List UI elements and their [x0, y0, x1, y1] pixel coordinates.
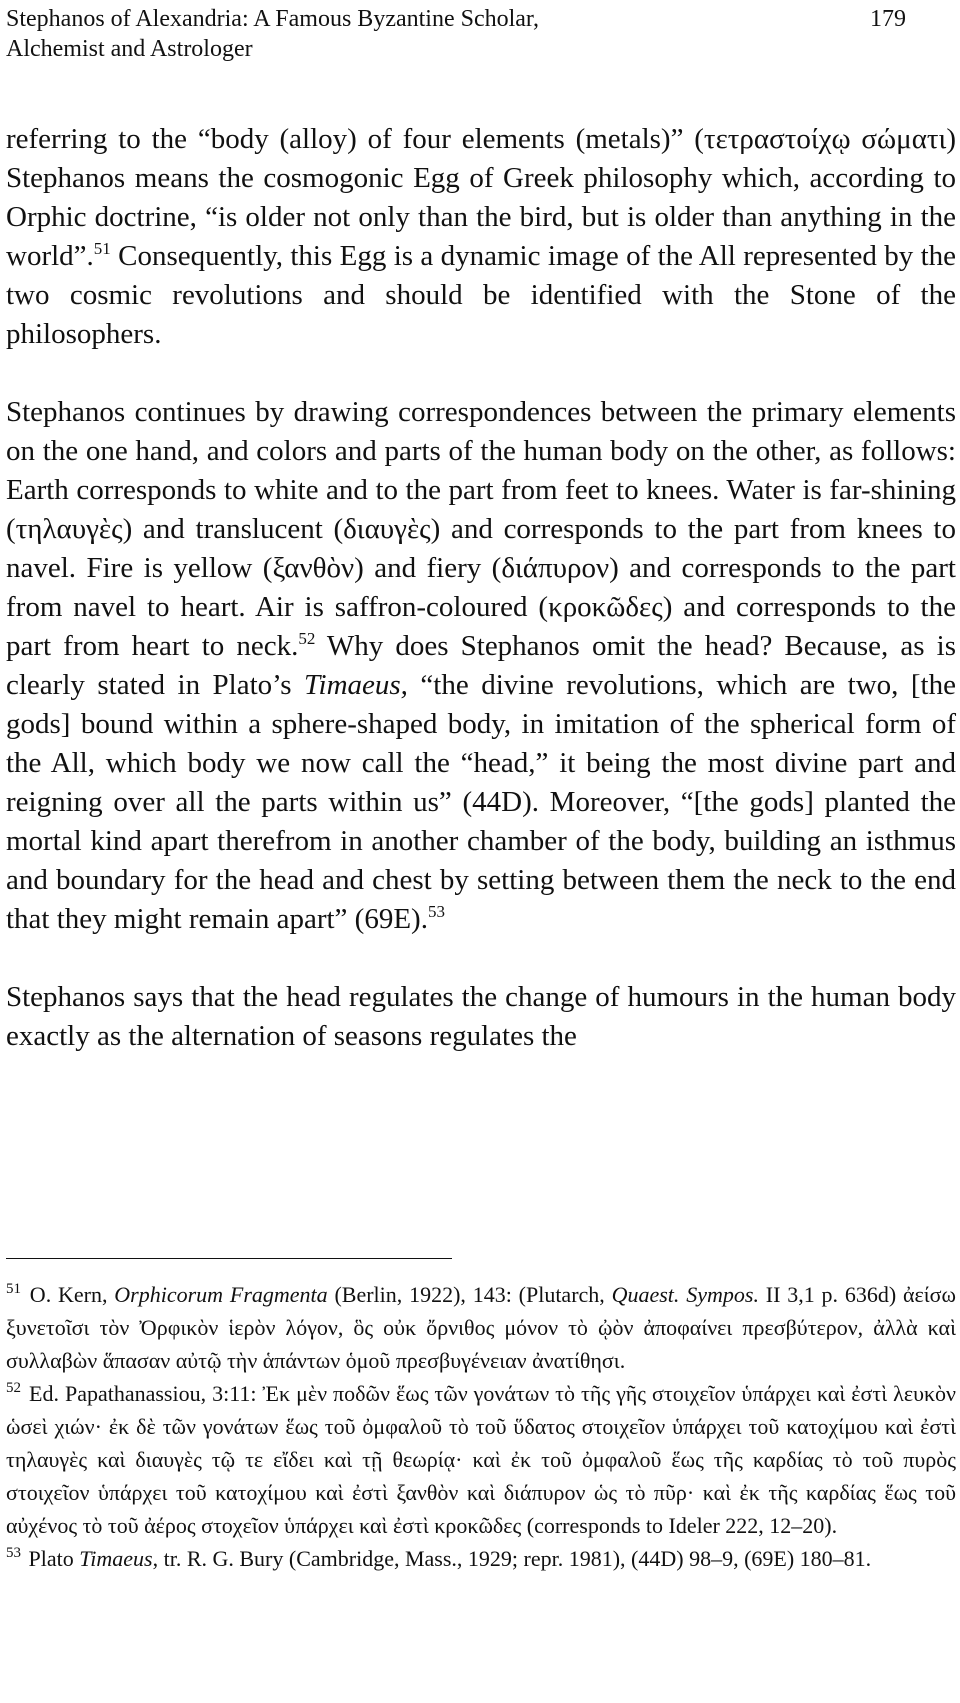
footnote-ref-51[interactable]: 51 [93, 239, 111, 258]
paragraph-1 [6, 120, 956, 354]
footnote-51-text-b: (Berlin, 1922), 143: (Plutarch, [327, 1282, 612, 1307]
footnote-53-number: 53 [6, 1545, 21, 1561]
footnote-51-number: 51 [6, 1281, 21, 1297]
paragraph-2 [6, 393, 956, 939]
footnotes [6, 1278, 956, 1575]
paragraph-1-text-b: Consequently, this Egg is a dynamic image of the All represented by the two cosmic revolutions and should be identified with the Stone of the philosophers. [6, 240, 956, 350]
footnote-51-italic-b: Quaest. Sympos. [611, 1282, 759, 1307]
footnote-52 [6, 1377, 956, 1542]
page-number: 179 [870, 6, 906, 32]
footnote-52-text: Ed. Papathanassiou, 3:11: Ἐκ μὲν ποδῶν ἕως τῶν γονάτων τὸ τῆς γῆς στοιχεῖον ὑπάρχει καὶ ἐστὶ λευκὸν ὡσεὶ χιών· ἐκ δὲ τῶν γονάτων ἕως τοῦ ὀμφαλοῦ τὸ τοῦ ὕδατος στοιχεῖον ὑπάρχει τοῦ κατοχίμου καὶ ἐστὶ τηλαυγὲς καὶ διαυγὲς τῷ τε εἴδει καὶ τῇ θεωρίᾳ· καὶ ἐκ τοῦ ὀμφαλοῦ ἕως τῆς καρδίας τὸ τοῦ πυρὸς στοιχεῖον ὑπάρχει τοῦ κατοχίμου καὶ ἐστὶ ξανθὸν καὶ διάπυρον ὡς τὸ πῦρ· καὶ ἐκ τῆς καρδίας ἕως τοῦ αὐχένος τὸ τοῦ ἀέρος στοχεῖον ὑπάρχει καὶ ἐστὶ κροκῶδες (corresponds to Ideler 222, 12–20). [6, 1381, 956, 1538]
running-head-title-line-1: Stephanos of Alexandria: A Famous Byzantine Scholar, [6, 6, 539, 32]
paragraph-3: Stephanos says that the head regulates the change of humours in the human body exactly as the alternation of seasons regulates the [6, 981, 956, 1052]
footnote-ref-52[interactable]: 52 [298, 629, 316, 648]
paragraph-2-text-a: Stephanos continues by drawing correspondences between the primary elements on the one hand, and colors and parts of the human body on the other, as follows: Earth corresponds to white and to the part from feet to knees. Water is far-shining (τηλαυγὲς) and translucent (διαυγὲς) and corresponds to the part from knees to navel. Fire is yellow (ξανθὸν) and fiery (διάπυρον) and corresponds to the part from navel to heart. Air is saffron-coloured (κροκῶδες) and corresponds to the part from heart to neck. [6, 396, 956, 662]
footnote-51-italic-a: Orphicorum Fragmenta [114, 1282, 328, 1307]
footnote-51-text-a: O. Kern, [23, 1282, 115, 1307]
footnote-53-text-b: , tr. R. G. Bury (Cambridge, Mass., 1929; repr. 1981), (44D) 98–9, (69E) 180–81. [152, 1546, 872, 1571]
footnote-53-italic: Timaeus [79, 1546, 153, 1571]
footnote-52-number: 52 [6, 1380, 21, 1396]
footnote-51 [6, 1278, 956, 1377]
main-text [6, 120, 956, 1056]
running-head-title [6, 4, 726, 64]
footnote-ref-53[interactable]: 53 [427, 902, 445, 921]
running-head-title-line-2: Alchemist and Astrologer [6, 36, 253, 62]
paragraph-1-text-a: referring to the “body (alloy) of four elements (metals)” (τετραστοίχῳ σώματι) Stephanos means the cosmogonic Egg of Greek philosophy which, according to Orphic doctrine, “is older not only than the bird, but is older than anything in the world”. [6, 123, 956, 272]
paragraph-2-text-c: “the divine revolutions, which are two, [the gods] bound within a sphere-shaped body, in imitation of the spherical form of the All, which body we now call the “head,” it being the most divine part and reigning over all the parts within us” (44D). Moreover, “[the gods] planted the mortal kind apart therefrom in another chamber of the body, building an isthmus and boundary for the head and chest by setting between them the neck to the end that they might remain apart” (69E). [6, 669, 956, 935]
footnote-53-text-a: Plato [23, 1546, 80, 1571]
paragraph-2-italic-title: Timaeus, [304, 669, 408, 701]
footnote-51-text-c: II 3,1 p. 636d) ἀείσω ξυνετοῖσι τὸν Ὀρφικὸν ἱερὸν λόγον, ὃς οὐκ ὄρνιθος μόνον τὸ ᾠὸν ἀποφαίνει πρεσβύτερον, ἀλλὰ καὶ συλλαβὼν ἅπασαν αὐτῷ τὴν ἁπάντων ὁμοῦ πρεσβυγένειαν ἀνατίθησι. [6, 1282, 956, 1373]
paragraph-2-text-b: Why does Stephanos omit the head? Because, as is clearly stated in Plato’s [6, 630, 956, 701]
footnote-separator [6, 1258, 452, 1259]
footnote-53 [6, 1542, 956, 1575]
